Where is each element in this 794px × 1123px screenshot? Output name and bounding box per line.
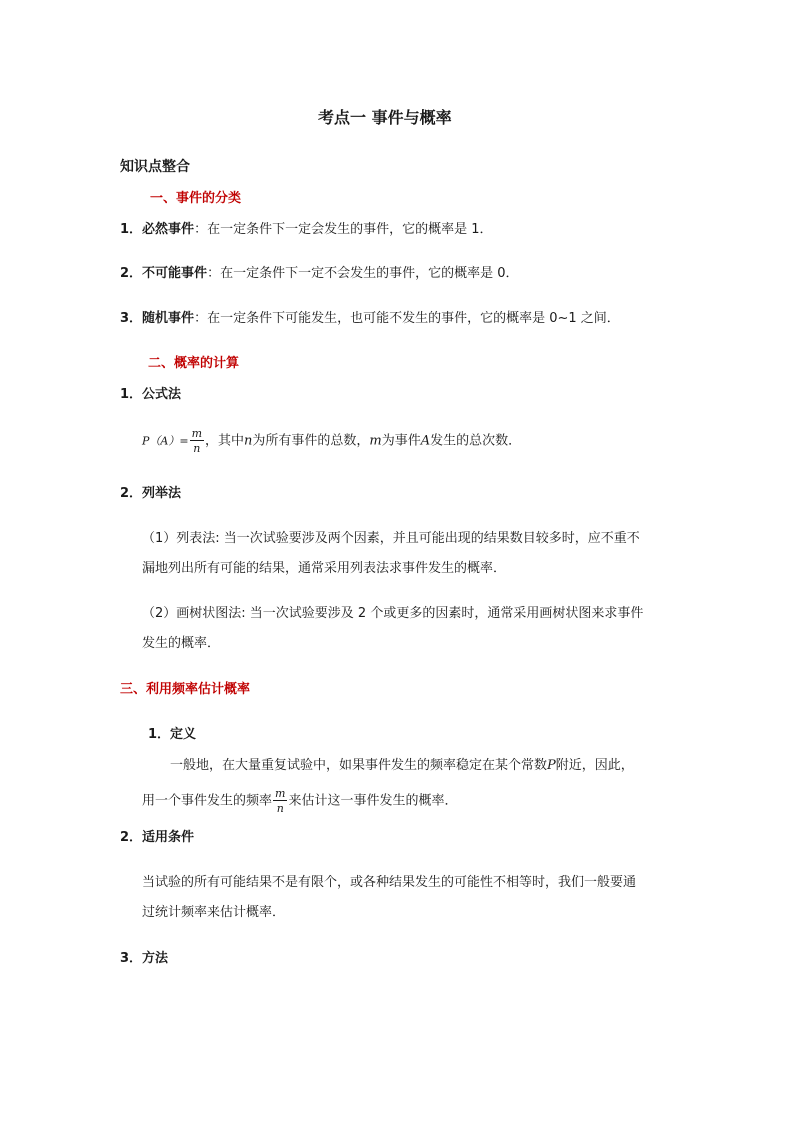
fraction-m-over-n: [190, 428, 204, 454]
page-title: 考点一 事件与概率: [318, 108, 452, 127]
tree-method-line2: 发生的概率．: [142, 636, 221, 651]
item-term: 必然事件: [142, 222, 195, 237]
definition-text: 来估计这一事件发生的概率．: [288, 793, 458, 809]
item-number: 3．: [120, 311, 143, 326]
fraction-denominator: n: [193, 442, 201, 455]
part2-heading: 二、概率的计算: [148, 356, 240, 371]
list-method-line1: （1）列表法: 当一次试验要涉及两个因素，并且可能出现的结果数目较多时，应不重不: [142, 531, 640, 546]
list-method-line2: 漏地列出所有可能的结果，通常采用列表法求事件发生的概率．: [142, 561, 507, 576]
tree-method-line1: （2）画树状图法: 当一次试验要涉及 2 个或更多的因素时，通常采用画树状图来求事件: [142, 606, 644, 621]
part1-heading: 一、事件的分类: [150, 191, 242, 206]
formula-text: 发生的总次数．: [430, 433, 522, 449]
formula-text: 为事件: [381, 433, 421, 449]
item-term: 随机事件: [142, 311, 195, 326]
definition-text: 附近，因此，: [555, 758, 634, 773]
conditions-line1: 当试验的所有可能结果不是有限个，或各种结果发生的可能性不相等时，我们一般要通: [142, 875, 637, 890]
definition-line2: [142, 788, 457, 814]
enum-method-label: 2．列举法: [120, 486, 182, 501]
var-p: P: [547, 758, 556, 773]
formula-lhs: P（A）=: [142, 434, 189, 448]
method-label: 3．方法: [120, 951, 169, 966]
definition-text: 一般地，在大量重复试验中，如果事件发生的频率稳定在某个常数: [170, 758, 548, 773]
item-text: ：在一定条件下一定不会发生的事件，它的概率是 0．: [207, 266, 519, 281]
definition-line1: [170, 759, 634, 772]
item-number: 1．: [120, 222, 143, 237]
fraction-denominator: n: [276, 802, 284, 815]
part3-heading: 三、利用频率估计概率: [120, 682, 251, 697]
fraction-numerator: m: [191, 427, 202, 440]
definition-text: 用一个事件发生的频率: [142, 793, 273, 809]
formula-method-label: 1．公式法: [120, 387, 182, 402]
var-m: m: [369, 433, 382, 449]
event-item-impossible: [120, 267, 518, 280]
formula-text: 为所有事件的总数，: [252, 433, 370, 449]
item-text: ：在一定条件下可能发生，也可能不发生的事件，它的概率是 0~1 之间．: [194, 311, 620, 326]
event-item-random: [120, 312, 620, 325]
probability-formula: [142, 428, 521, 454]
item-term: 不可能事件: [142, 266, 208, 281]
var-a: A: [420, 433, 431, 449]
section-heading: 知识点整合: [120, 159, 190, 175]
item-text: ：在一定条件下一定会发生的事件，它的概率是 1．: [194, 222, 493, 237]
definition-label: 1．定义: [148, 727, 197, 742]
item-number: 2．: [120, 266, 143, 281]
event-item-certain: [120, 223, 492, 236]
conditions-label: 2．适用条件: [120, 830, 195, 845]
fraction-m-over-n: [273, 788, 287, 814]
fraction-numerator: m: [275, 787, 286, 800]
conditions-line2: 过统计频率来估计概率．: [142, 905, 286, 920]
formula-text: ，其中: [205, 433, 245, 449]
var-n: n: [244, 433, 253, 449]
